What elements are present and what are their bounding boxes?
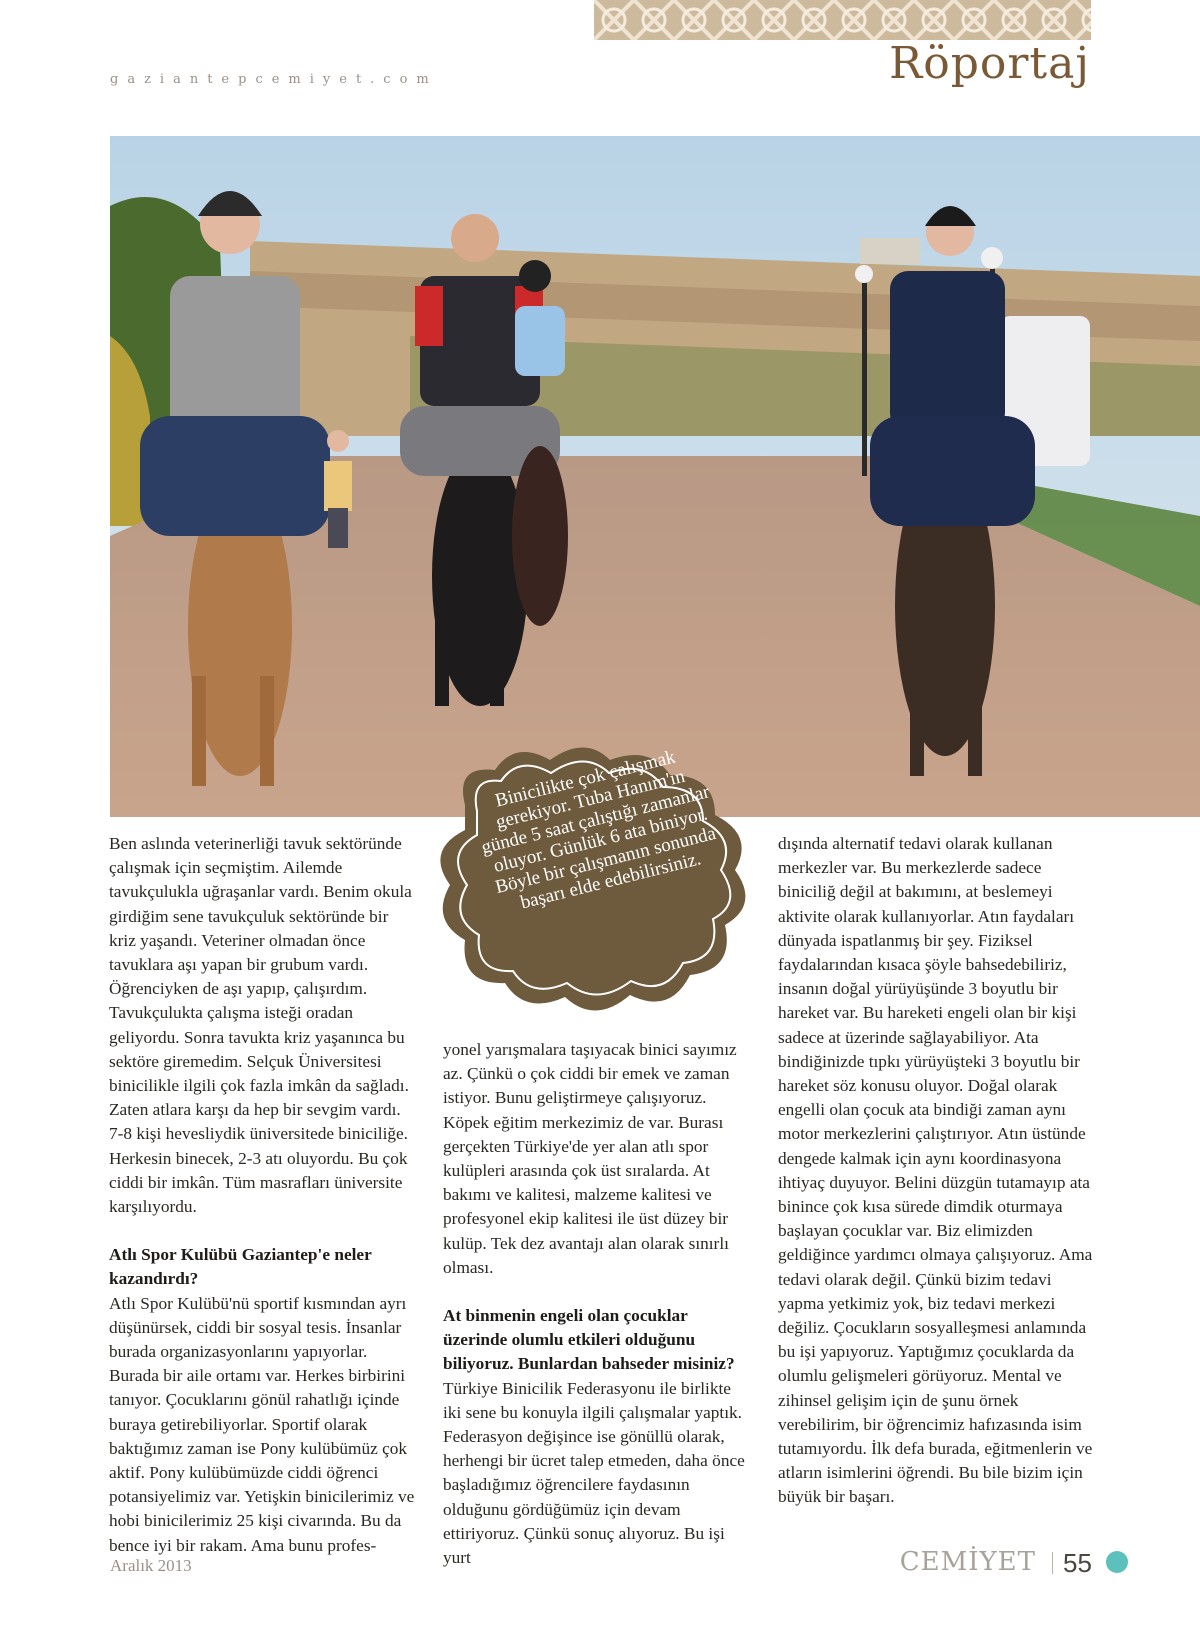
magazine-brand: CEMİYET: [899, 1547, 1036, 1577]
issue-date: Aralık 2013: [110, 1556, 192, 1575]
body-paragraph: Ben aslında veterinerliği tavuk sektöründe çalışmak için seçmiştim. Ailemde tavukçulukla uğraşanlar vardı. Benim okula girdiğim sene tavukçuluk sektöründe bir kriz yaşandı. Veteriner olmadan önce tavuklara aşı yapan bir grubum vardı. Öğrenciyken de aşı yapıp, çalışırdım. Tavukçulukta çalışma isteği oradan geliyordu. Sonra tavukta kriz yaşanınca bu sektöre giremedim. Selçuk Üniversitesi binicilikle ilgili çok fazla imkân da sağladı. Zaten atlara karşı da hep bir sevgim vardı. 7-8 kişi hevesliydik üniversitede biniciliğe. Herkesin binecek, 2-3 atı oluyordu. Bu çok ciddi bir imkân. Tüm masrafları üniversite karşılıyordu.: [109, 834, 412, 1217]
main-photo: [110, 136, 1200, 817]
page-number: 55: [1063, 1548, 1092, 1578]
text-column-1: [109, 832, 419, 1558]
pull-quote: Binicilikte çok çalışmak gerekiyor. Tuba Hanım'ın günde 5 saat çalıştığı zamanlar oluyor. Günlük 6 ata biniyor. Böyle bir çalışmanın sonunda başarı elde edebilirsiniz.: [479, 746, 718, 914]
text-column-3: [778, 832, 1094, 1510]
footer-divider: [1052, 1552, 1053, 1574]
body-paragraph: yonel yarışmalara taşıyacak binici sayımız az. Çünkü o çok ciddi bir emek ve zaman istiyor. Bunu geliştirmeye çalışıyoruz. Köpek eğitim merkezimiz de var. Burası gerçekten Türkiye'de yer alan atlı spor kulüpleri arasında çok üst sıralarda. At bakımı ve kalitesi, malzeme kalitesi ve profesyonel ekip kalitesi ile üst düzey bir kulüp. Tek dez avantajı alan olarak sınırlı olması.: [443, 1040, 737, 1277]
text-column-2: [443, 1038, 753, 1570]
site-url: gaziantepcemiyet.com: [110, 72, 438, 87]
interview-question: Atlı Spor Kulübü Gaziantep'e neler kazandırdı?: [109, 1245, 372, 1289]
body-paragraph: Türkiye Binicilik Federasyonu ile birlikte iki sene bu konuyla ilgili çalışmalar yaptık. Federasyon değişince ise gönüllü olarak, herhengi bir ücret talep etmeden, daha önce başladığımız öğrencilere faydasının olduğunu gördüğümüz için devam ettiriyoruz. Çünkü sonuç alıyoruz. Bu işi yurt: [443, 1378, 745, 1568]
header-ornament-band: [594, 0, 1091, 40]
body-paragraph: Atlı Spor Kulübü'nü sportif kısmından ayrı düşünürsek, ciddi bir sosyal tesis. İnsanlar burada organizasyonlarını yapıyorlar. Burada bir aile ortamı var. Herkes birbirini tanıyor. Çocuklarını gönül rahatlığı içinde buraya getirebiliyorlar. Sportif olarak baktığımız zaman ise Pony kulübümüz çok aktif. Pony kulübümüzde ciddi öğrenci potansiyelimiz var. Yetişkin binicilerimiz ve hobi binicilerimiz 25 kişi civarında. Bu da bence iyi bir rakam. Ama bunu profes-: [109, 1293, 415, 1555]
photo-riders-on-horses-icon: [110, 136, 1200, 817]
page-dot-icon: [1106, 1551, 1128, 1573]
interview-question: At binmenin engeli olan çocuklar üzerinde olumlu etkileri olduğunu biliyoruz. Bunlardan bahseder misiniz?: [443, 1306, 735, 1374]
section-title: Röportaj: [889, 38, 1090, 89]
body-paragraph: dışında alternatif tedavi olarak kullanan merkezler var. Bu merkezlerde sadece biniciliğ değil at bakımını, at beslemeyi aktivite olarak kullanıyorlar. Atın faydaları dünyada ispatlanmış bir şey. Fiziksel faydalarından kısaca şöyle bahsedebiliriz, insanın doğal yürüyüşünde 3 boyutlu bir hareket var. Bu hareketi engeli olan bir kişi sadece at üzerinde sağlayabiliyor. Ata bindiğinizde tıpkı yürüyüşteki 3 boyutlu bir hareket söz konusu oluyor. Doğal olarak engelli olan çocuk ata bindiği zaman aynı motor merkezlerini çalıştırıyor. Atın üstünde dengede kalmak için aynı koordinasyona ihtiyaç duyuyor. Belini düzgün tutamayıp ata binince çok kısa sürede dimdik oturmaya başlayan çocuklar var. Biz elimizden geldiğince yardımcı olmaya çalışıyoruz. Ama tedavi olarak değil. Çünkü bizim tedavi yapma yetkimiz yok, biz tedavi merkezi değiliz. Çocukların sosyalleşmesi anlamında bu işi yapıyoruz. Yaptığımız çocuklarda da olumlu gelişmeleri görüyoruz. Mental ve zihinsel gelişim için de şunu örnek verebilirim, bir öğrencimiz hafızasında isim tutamıyordu. İlk defa burada, eğitmenlerin ve atların isimlerini öğrendi. Bu bile bizim için büyük bir başarı.: [778, 834, 1093, 1507]
